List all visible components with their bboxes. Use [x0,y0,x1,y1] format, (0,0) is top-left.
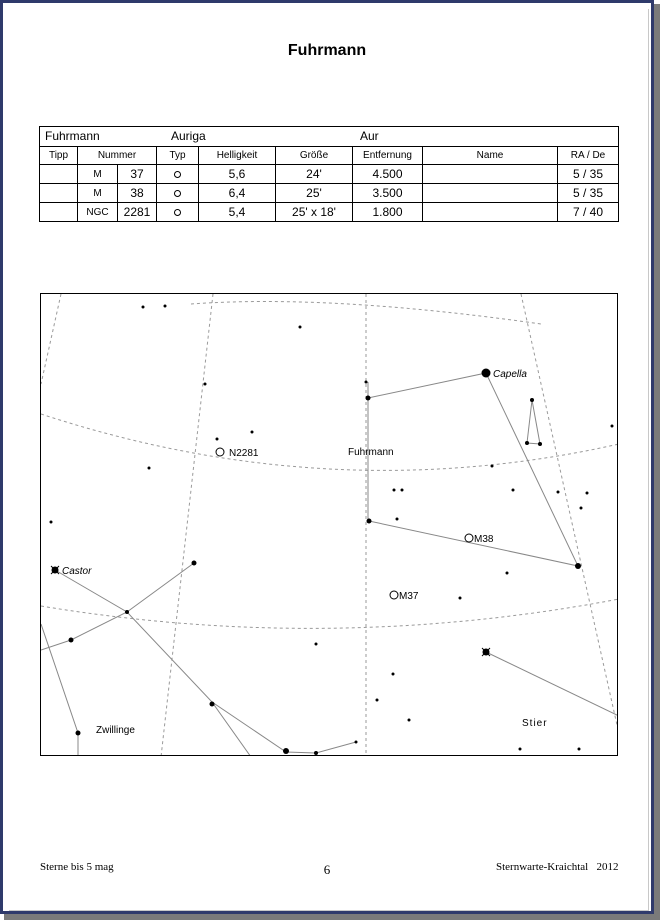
cell-tipp [40,165,78,184]
star [525,441,529,445]
table-row [40,184,619,203]
cell-distance: 3.500 [353,184,423,203]
cell-ra-de: 5 / 35 [558,184,619,203]
star [315,643,318,646]
cell-name [423,184,558,203]
ra-line [521,294,618,734]
header-tipp: Tipp [40,147,78,165]
star [367,519,372,524]
ra-line [161,294,213,756]
star [575,563,581,569]
star [148,467,151,470]
cell-type [157,165,199,184]
constellation-name-lat: Auriga [171,129,206,143]
star [164,305,167,308]
star [125,610,129,614]
cell-tipp [40,184,78,203]
table-title-row [40,127,619,147]
star [204,383,207,386]
star [76,731,81,736]
star [366,396,371,401]
star [365,381,368,384]
zwillinge-constellation-label: Zwillinge [96,725,135,736]
star [586,492,589,495]
constellation-lines [41,373,618,756]
star [251,431,254,434]
n2281-cluster-icon [216,448,224,456]
cell-magnitude: 6,4 [199,184,276,203]
star [393,489,396,492]
cell-type [157,184,199,203]
cell-name [423,165,558,184]
stars [50,305,614,756]
star [580,507,583,510]
n2281-label: N2281 [229,448,259,459]
footer-magnitude-note: Sterne bis 5 mag [40,861,114,873]
star [355,741,358,744]
cell-distance: 1.800 [353,203,423,222]
cell-number: 38 [118,184,157,203]
cell-magnitude: 5,4 [199,203,276,222]
page-shadow-right [654,4,660,920]
star [396,518,399,521]
stier-constellation-label: Stier [522,718,548,729]
star [538,442,542,446]
star [50,521,53,524]
cell-number: 37 [118,165,157,184]
constellation-name-de: Fuhrmann [45,129,100,143]
star [69,638,74,643]
cell-tipp [40,203,78,222]
cell-type [157,203,199,222]
header-name: Name [423,147,558,165]
star [392,673,395,676]
m38-label: M38 [474,534,494,545]
castor-star [51,566,59,574]
open-cluster-icon [174,171,181,178]
table-header-row [40,147,619,165]
cell-name [423,203,558,222]
declination-line [41,414,618,470]
capella-star [482,369,491,378]
cell-catalog: M [78,165,118,184]
star [314,751,318,755]
star [530,398,534,402]
m38-cluster-icon [465,534,473,542]
m37-label: M37 [399,591,419,602]
star [557,491,560,494]
star [519,748,522,751]
ra-line [41,294,61,384]
header-typ: Typ [157,147,199,165]
header-nummer: Nummer [78,147,157,165]
elnath-star [482,648,490,656]
gemini-line [212,702,251,756]
cell-number: 2281 [118,203,157,222]
table-row [40,203,619,222]
star [459,597,462,600]
star [611,425,614,428]
cell-catalog: NGC [78,203,118,222]
star [376,699,379,702]
star [491,465,494,468]
taurus-line [486,652,618,716]
star-chart-svg [41,294,618,756]
fuhrmann-constellation-label: Fuhrmann [348,447,394,458]
cell-size: 25' x 18' [276,203,353,222]
star [506,572,509,575]
star [216,438,219,441]
footer-credit: Sternwarte-Kraichtal 2012 [496,861,619,873]
header-ra-de: RA / De [558,147,619,165]
page-shadow-bottom [4,914,660,920]
auriga-line [527,400,540,444]
cell-size: 25' [276,184,353,203]
cell-ra-de: 7 / 40 [558,203,619,222]
star [210,702,215,707]
star [401,489,404,492]
star [142,306,145,309]
star-chart [40,293,618,756]
star [283,748,289,754]
header-helligkeit: Helligkeit [199,147,276,165]
constellation-name-cell [40,127,619,147]
header-entfernung: Entfernung [353,147,423,165]
cell-distance: 4.500 [353,165,423,184]
page-title: Fuhrmann [287,42,367,59]
page-number: 6 [323,862,331,877]
star [299,326,302,329]
cell-ra-de: 5 / 35 [558,165,619,184]
cell-size: 24' [276,165,353,184]
coordinate-grid [41,294,618,756]
deep-sky-objects [216,448,473,599]
open-cluster-icon [174,209,181,216]
open-cluster-icon [174,190,181,197]
star [578,748,581,751]
star [512,489,515,492]
cell-magnitude: 5,6 [199,165,276,184]
header-groesse: Größe [276,147,353,165]
object-table [39,126,619,222]
constellation-abbr: Aur [360,129,379,143]
table-row [40,165,619,184]
star [192,561,197,566]
star [408,719,411,722]
m37-cluster-icon [390,591,398,599]
capella-label: Capella [493,369,527,380]
cell-catalog: M [78,184,118,203]
castor-label: Castor [62,566,92,577]
